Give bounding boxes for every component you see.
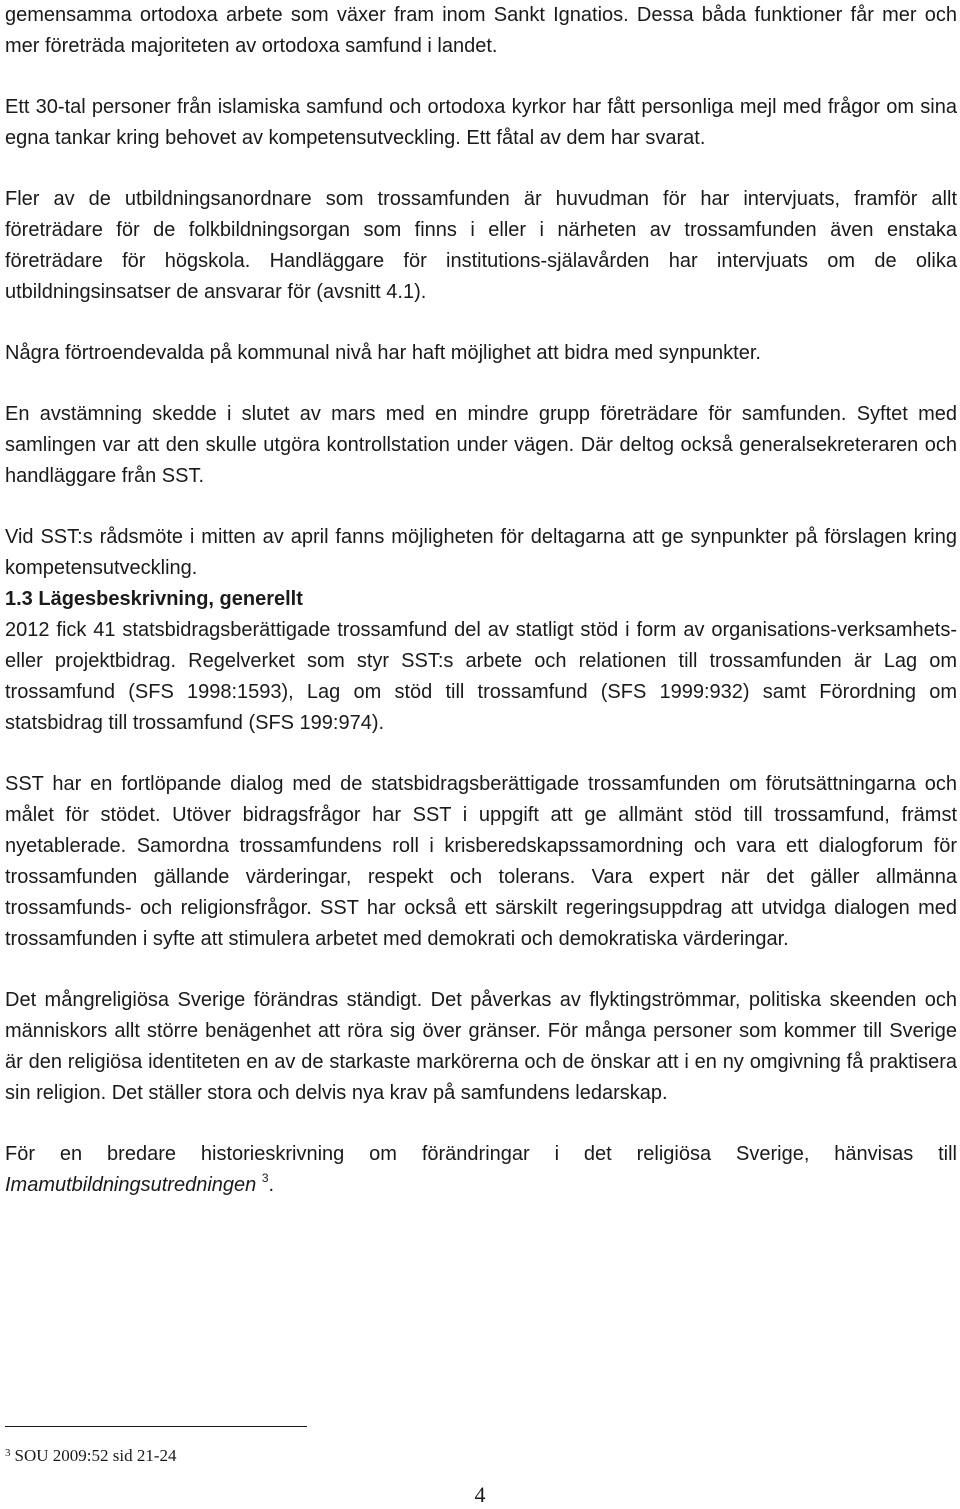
paragraph-personer: Ett 30-tal personer från islamiska samfund och ortodoxa kyrkor har fått personliga mejl med frågor om sina egna tankar kring behovet av kompetensutveckling. Ett fåtal av dem har svarat.: [5, 96, 957, 149]
paragraph-historieskrivning-end: .: [268, 1174, 275, 1196]
reference-title: Imamutbildningsutredningen: [5, 1174, 257, 1196]
paragraph-historieskrivning-text: För en bredare historieskrivning om förändringar i det religiösa Sverige, hänvisas till: [5, 1143, 957, 1165]
footnote-divider: [5, 1426, 307, 1427]
footnote-marker: 3: [5, 1447, 11, 1459]
paragraph-statsbidrag: 2012 fick 41 statsbidragsberättigade trossamfund del av statligt stöd i form av organisations-verksamhets- eller projektbidrag. Regelverket som styr SST:s arbete och relationen till trossamfunden är Lag om trossamfund (SFS 1998:1593), Lag om stöd till trossamfund (SFS 1999:932) samt Förordning om statsbidrag till trossamfund (SFS 199:974).: [5, 619, 957, 734]
footnote: [5, 1442, 176, 1467]
paragraph-ortodoxa: gemensamma ortodoxa arbete som växer fram inom Sankt Ignatios. Dessa båda funktioner får mer och mer företräda majoriteten av ortodoxa samfund i landet.: [5, 4, 957, 57]
paragraph-mangreligiosa: Det mångreligiösa Sverige förändras ständigt. Det påverkas av flyktingströmmar, politiska skeenden och människors allt större benägenhet att röra sig över gränser. För många personer som kommer till Sverige är den religiösa identiteten en av de starkaste markörerna och de önskar att i en ny omgivning få praktisera sin religion. Det ställer stora och delvis nya krav på samfundens ledarskap.: [5, 989, 957, 1104]
footnote-text: SOU 2009:52 sid 21-24: [14, 1446, 177, 1465]
paragraph-avstamning: En avstämning skedde i slutet av mars med en mindre grupp företrädare för samfunden. Syftet med samlingen var att den skulle utgöra kontrollstation under vägen. Där deltog också generalsekreteraren och handläggare från SST.: [5, 403, 957, 487]
section-heading: 1.3 Lägesbeskrivning, generellt: [5, 588, 303, 610]
paragraph-fortroendevalda: Några förtroendevalda på kommunal nivå har haft möjlighet att bidra med synpunkter.: [5, 342, 761, 364]
paragraph-historieskrivning: [5, 1139, 957, 1201]
paragraph-dialog: SST har en fortlöpande dialog med de statsbidragsberättigade trossamfunden om förutsättningarna och målet för stödet. Utöver bidragsfrågor har SST i uppgift att ge allmänt stöd till trossamfund, främst nyetablerade. Samordna trossamfundens roll i krisberedskapssamordning och vara ett dialogforum för trossamfunden gällande värderingar, respekt och tolerans. Vara expert när det gäller allmänna trossamfunds- och religionsfrågor. SST har också ett särskilt regeringsuppdrag att utvidga dialogen med trossamfunden i syfte att stimulera arbetet med demokrati och demokratiska värderingar.: [5, 773, 957, 950]
paragraph-radsmote: Vid SST:s rådsmöte i mitten av april fanns möjligheten för deltagarna att ge synpunkter på förslagen kring kompetensutveckling.: [5, 526, 957, 579]
paragraph-utbildningsanordnare: Fler av de utbildningsanordnare som trossamfunden är huvudman för har intervjuats, framför allt företrädare för de folkbildningsorgan som finns i eller i närheten av trossamfunden även enstaka företrädare för högskola. Handläggare för institutions-själavården har intervjuats om de olika utbildningsinsatser de ansvarar för (avsnitt 4.1).: [5, 188, 957, 303]
page-number: 4: [474, 1482, 486, 1507]
footnote-reference[interactable]: 3: [261, 1171, 269, 1185]
document-page: [5, 0, 957, 1201]
